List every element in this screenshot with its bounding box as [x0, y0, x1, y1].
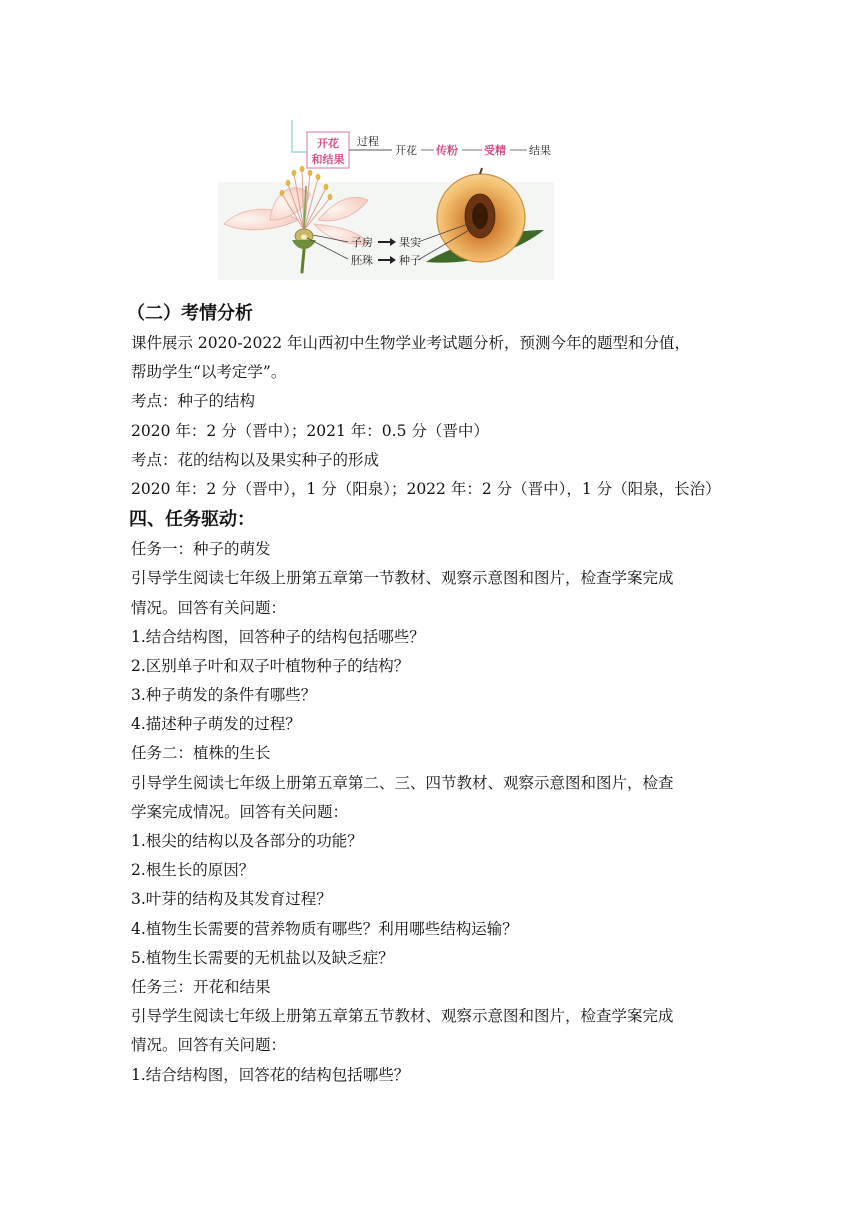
task2-question-5: 5.植物生长需要的无机盐以及缺乏症？ [131, 948, 394, 967]
task2-title: 任务二：植株的生长 [131, 744, 271, 763]
exam-analysis-line-1: 课件展示 2020-2022 年山西初中生物学业考试题分析，预测今年的题型和分值， [131, 334, 690, 352]
ovule-label: 胚珠 [351, 254, 373, 267]
exam-point-flower-fruit: 考点：花的结构以及果实种子的形成 [131, 450, 380, 469]
task2-intro-line-2: 学案完成情况。回答有关问题： [131, 802, 349, 821]
flower-fruit-diagram [218, 112, 554, 280]
task3-question-1: 1.结合结构图，回答花的结构包括哪些？ [131, 1065, 410, 1084]
bracket-line [292, 120, 308, 152]
document-body [127, 298, 741, 1090]
exam-point-seed-structure: 考点：种子的结构 [131, 392, 256, 411]
task1-question-1: 1.结合结构图，回答种子的结构包括哪些？ [131, 627, 425, 646]
task1-intro-line-2: 情况。回答有关问题： [131, 598, 287, 617]
exam-point-seed-scores: 2020 年：2 分（晋中）；2021 年：0.5 分（晋中） [131, 421, 489, 440]
task1-title: 任务一：种子的萌发 [131, 540, 271, 559]
task3-intro-line-2: 情况。回答有关问题： [131, 1036, 287, 1055]
task2-question-2: 2.根生长的原因？ [131, 861, 255, 880]
process-label: 过程 [357, 135, 379, 148]
task-driven-heading: 四、任务驱动： [129, 509, 255, 531]
exam-analysis-line-2: 帮助学生“以考定学”。 [131, 363, 287, 382]
exam-point-flower-fruit-scores: 2020 年：2 分（晋中），1 分（阳泉）；2022 年：2 分（晋中），1 分（阳泉，长治） [131, 479, 721, 498]
task1-question-3: 3.种子萌发的条件有哪些？ [131, 686, 317, 705]
flow-step-2: 传粉 [436, 144, 458, 157]
task1-intro-line-1: 引导学生阅读七年级上册第五章第一节教材、观察示意图和图片，检查学案完成 [131, 569, 674, 588]
box-label-line2: 和结果 [311, 153, 345, 166]
task1-question-4: 4.描述种子萌发的过程？ [131, 715, 301, 734]
task2-question-1: 1.根尖的结构以及各部分的功能？ [131, 832, 363, 850]
seed-label: 种子 [399, 254, 421, 267]
task2-intro-line-1: 引导学生阅读七年级上册第五章第二、三、四节教材、观察示意图和图片，检查 [131, 773, 674, 792]
fruit-label: 果实 [399, 236, 421, 249]
flow-step-4: 结果 [529, 144, 551, 157]
task1-question-2: 2.区别单子叶和双子叶植物种子的结构？ [131, 656, 410, 675]
task2-question-3: 3.叶芽的结构及其发育过程？ [131, 890, 332, 909]
exam-analysis-heading: （二）考情分析 [127, 303, 253, 324]
box-label-line1: 开花 [317, 137, 339, 150]
diagram-svg [218, 112, 554, 280]
task3-title: 任务三：开花和结果 [131, 977, 271, 996]
ovary-label: 子房 [351, 236, 373, 249]
flow-step-3: 受精 [484, 144, 506, 157]
task2-question-4: 4.植物生长需要的营养物质有哪些？利用哪些结构运输？ [131, 919, 518, 938]
task3-intro-line-1: 引导学生阅读七年级上册第五章第五节教材、观察示意图和图片，检查学案完成 [131, 1007, 674, 1026]
flow-step-1: 开花 [395, 144, 417, 157]
